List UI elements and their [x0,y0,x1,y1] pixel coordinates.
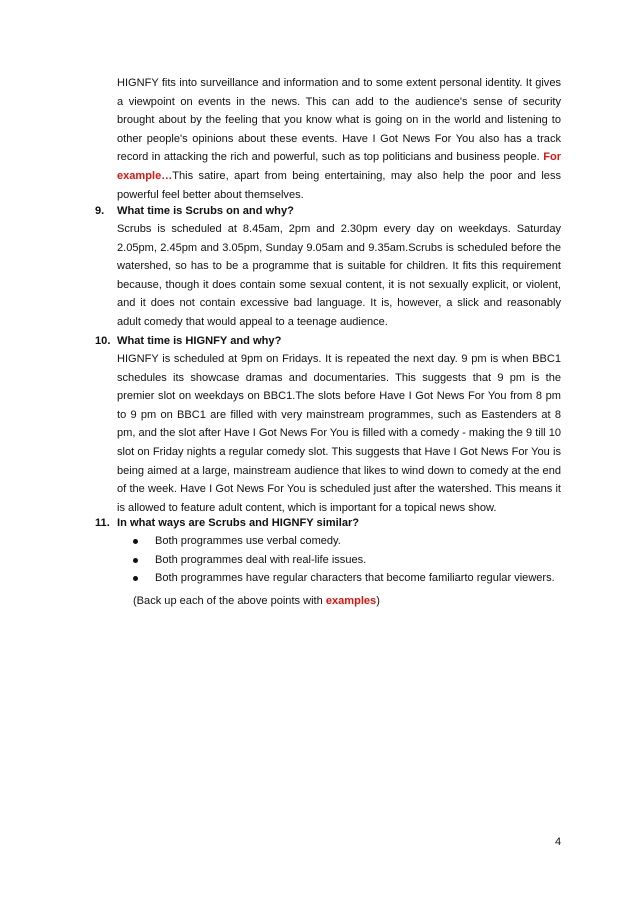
list-item [133,551,555,570]
backup-pre: (Back up each of the above points with [133,595,326,607]
list-item [133,532,555,551]
bullet-text: Both programmes use verbal comedy. [155,535,341,547]
bullet-icon [133,576,138,581]
bullet-text: Both programmes deal with real-life issues. [155,553,367,566]
q11-bullet-list [133,532,555,588]
bullet-icon [133,539,138,544]
page-number: 4 [555,836,562,848]
intro-highlight: For example… [117,151,561,182]
q11-title: In what ways are Scrubs and HIGNFY similar? [117,517,360,529]
backup-highlight: examples [325,595,377,607]
intro-text-b: This satire, apart from being entertaining, may also help the poor and less powerful feel better about themselves. [117,169,561,201]
q10-title: What time is HIGNFY and why? [117,335,282,347]
q10-answer: HIGNFY is scheduled at 9pm on Fridays. It is repeated the next day. 9 pm is when BBC1 schedules its showcase dramas and documentaries. This suggests that 9 pm is the premier slot on weekdays on BBC1.The slots before Have I Got News For You from 8 pm to 9 pm on BBC1 are filled with very mainstream programmes, such as Eastenders at 8 pm, and the slot after Have I Got News For You is filled with a comedy - making the 9 till 10 slot on Friday nights a regular comedy slot. This suggests that Have I Got News For You is being aimed at a large, mainstream audience that likes to wind down to comedy at the end of the week. Have I Got News For You is scheduled just after the watershed. This means it is allowed to feature adult content, which is important for a topical news show. [117,353,561,514]
q10-number: 10. [95,335,111,347]
intro-text-a: HIGNFY fits into surveillance and information and to some extent personal identity. It gives a viewpoint on events in the news. This can add to the audience's sense of security brought about by the feeling that you know what is going on in the world and listening to other people's opinions about these events. Have I Got News For You also has a track record in attacking the rich and powerful, such as top politicians and business people. [117,77,561,164]
q9-answer: Scrubs is scheduled at 8.45am, 2pm and 2.30pm every day on weekdays. Saturday 2.05pm, 2.45pm and 3.05pm, Sunday 9.05am and 9.35am.Scrubs is scheduled before the watershed, so has to be a programme that is suitable for children. It fits this requirement because, though it does contain some sexual content, it is not sexually explicit, or violent, and it does not contain excessive bad language. It is, however, a slick and reasonably adult comedy that would appeal to a teenage audience. [117,223,561,328]
q11-number: 11. [95,517,110,529]
bullet-icon [133,558,138,563]
bullet-text: Both programmes have regular characters that become familiarto regular viewers. [155,572,555,585]
list-item [133,569,555,588]
q9-title: What time is Scrubs on and why? [117,205,294,217]
intro-paragraph [117,74,561,204]
backup-post: ) [376,595,380,607]
backup-note [133,595,380,607]
q9-number: 9. [95,205,105,217]
